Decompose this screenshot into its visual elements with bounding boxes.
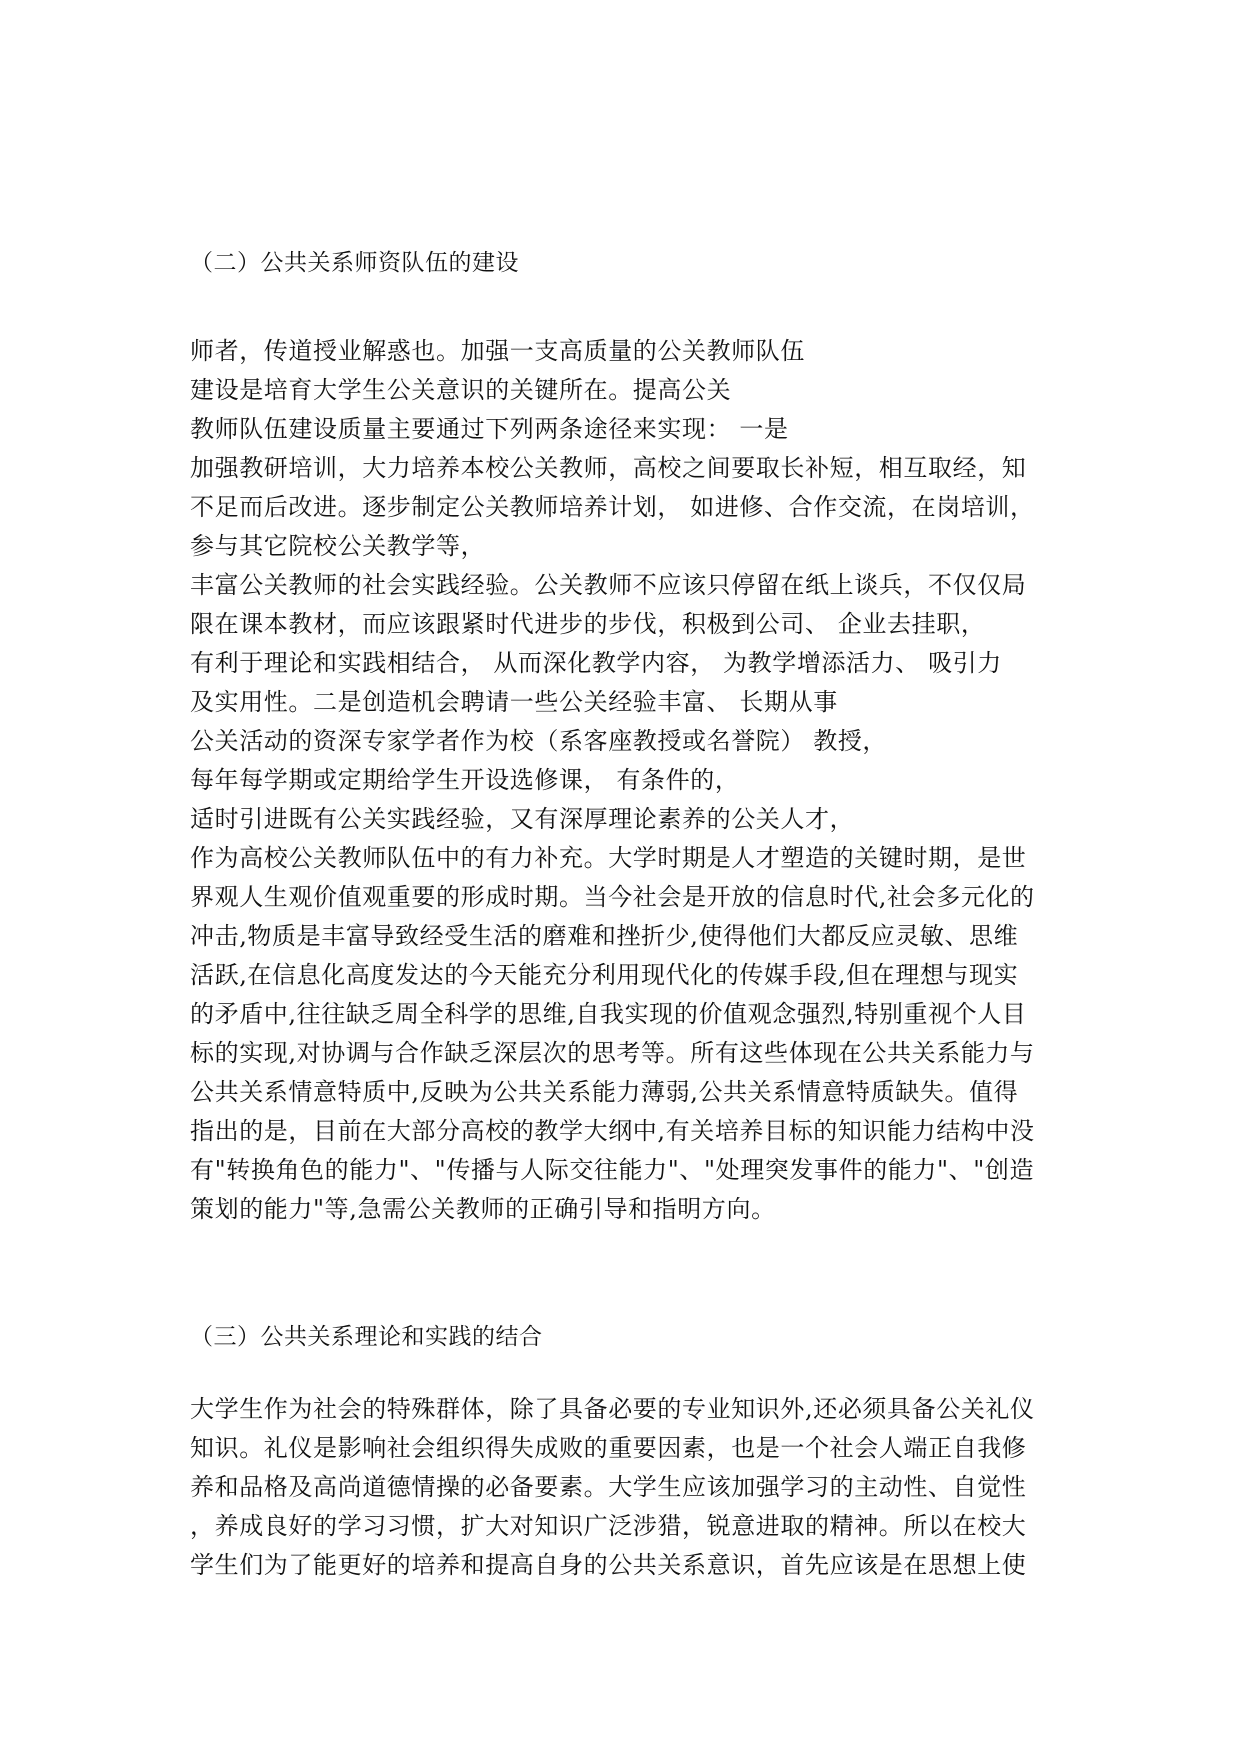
paragraph-line: 丰富公关教师的社会实践经验。公关教师不应该只停留在纸上谈兵，不仅仅局 [190, 571, 1027, 599]
paragraph-line: 学生们为了能更好的培养和提高自身的公共关系意识，首先应该是在思想上使 [190, 1551, 1027, 1579]
paragraph-line: 不足而后改进。逐步制定公关教师培养计划， 如进修、合作交流，在岗培训， [190, 493, 1035, 521]
paragraph-line: 指出的是，目前在大部分高校的教学大纲中,有关培养目标的知识能力结构中没 [190, 1117, 1035, 1145]
paragraph-line: 及实用性。二是创造机会聘请一些公关经验丰富、 长期从事 [190, 688, 838, 716]
paragraph-line: 标的实现,对协调与合作缺乏深层次的思考等。所有这些体现在公共关系能力与 [190, 1039, 1035, 1067]
paragraph-line: ，养成良好的学习习惯，扩大对知识广泛涉猎，锐意进取的精神。所以在校大 [190, 1512, 1027, 1540]
section-2-body [190, 332, 1070, 1229]
paragraph-line: 活跃,在信息化高度发达的今天能充分利用现代化的传媒手段,但在理想与现实 [190, 961, 1019, 989]
paragraph-line: 有利于理论和实践相结合， 从而深化教学内容， 为教学增添活力、 吸引力 [190, 649, 1002, 677]
section-3-body [190, 1390, 1070, 1585]
paragraph-line: 有"转换角色的能力"、"传播与人际交往能力"、"处理突发事件的能力"、"创造 [190, 1156, 1035, 1184]
paragraph-line: 作为高校公关教师队伍中的有力补充。大学时期是人才塑造的关键时期，是世 [190, 844, 1027, 872]
paragraph-line: 界观人生观价值观重要的形成时期。当今社会是开放的信息时代,社会多元化的 [190, 883, 1035, 911]
section-2-heading: （二）公共关系师资队伍的建设 [190, 250, 519, 276]
paragraph-line: 的矛盾中,往往缺乏周全科学的思维,自我实现的价值观念强烈,特别重视个人目 [190, 1000, 1027, 1028]
paragraph-line: 教师队伍建设质量主要通过下列两条途径来实现： 一是 [190, 415, 789, 443]
paragraph-line: 知识。礼仪是影响社会组织得失成败的重要因素，也是一个社会人端正自我修 [190, 1434, 1027, 1462]
paragraph-line: 公关活动的资深专家学者作为校（系客座教授或名誉院） 教授， [190, 727, 888, 755]
paragraph-line: 建设是培育大学生公关意识的关键所在。提高公关 [190, 376, 732, 404]
paragraph-line: 策划的能力"等,急需公关教师的正确引导和指明方向。 [190, 1195, 776, 1223]
paragraph-line: 每年每学期或定期给学生开设选修课， 有条件的， [190, 766, 740, 794]
section-3-heading: （三）公共关系理论和实践的结合 [190, 1324, 543, 1350]
paragraph-line: 公共关系情意特质中,反映为公共关系能力薄弱,公共关系情意特质缺失。值得 [190, 1078, 1019, 1106]
paragraph-line: 参与其它院校公关教学等， [190, 532, 486, 560]
paragraph-line: 加强教研培训，大力培养本校公关教师，高校之间要取长补短，相互取经，知 [190, 454, 1027, 482]
paragraph-line: 师者，传道授业解惑也。加强一支高质量的公关教师队伍 [190, 337, 805, 365]
paragraph-line: 养和品格及高尚道德情操的必备要素。大学生应该加强学习的主动性、自觉性 [190, 1473, 1027, 1501]
paragraph-line: 限在课本教材，而应该跟紧时代进步的步伐，积极到公司、 企业去挂职， [190, 610, 986, 638]
paragraph-line: 大学生作为社会的特殊群体，除了具备必要的专业知识外,还必须具备公关礼仪 [190, 1395, 1035, 1423]
paragraph-line: 冲击,物质是丰富导致经受生活的磨难和挫折少,使得他们大都反应灵敏、思维 [190, 922, 1019, 950]
paragraph-line: 适时引进既有公关实践经验，又有深厚理论素养的公关人才， [190, 805, 855, 833]
